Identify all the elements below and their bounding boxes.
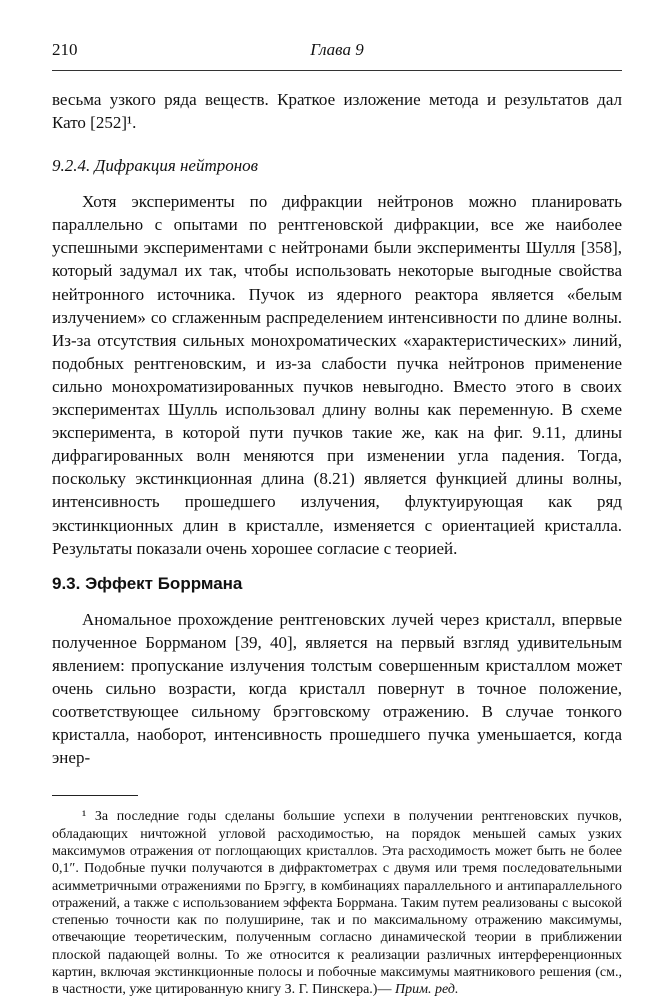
page-number: 210	[52, 40, 78, 59]
borrmann-effect-paragraph: Аномальное прохождение рентгеновских лучей через кристалл, впервые полученное Боррманом [39, 40], является на первый взгляд удивительным явлением: пропускание излучения толстым совершенным кристаллом может очень сильно возрасти, когда кристалл повернут в точное положение, соответствующее сильному брэгговскому отражению. В случае тонкого кристалла, наоборот, интенсивность прошедшего пучка уменьшается, когда энер-	[52, 609, 622, 768]
footnote-text: ¹ За последние годы сделаны большие успехи в получении рентгеновских пучков, обладающих ничтожной угловой расходимостью, на порядок меньшей самых узких максимумов отражения от поглощающих кристаллов. Эта расходимость может быть не более 0,1″. Подобные пучки получаются в дифрактометрах с двумя или тремя последовательными асимметричными отражениями по Брэггу, в комбинациях параллельного и антипараллельного отражений, а также с использованием эффекта Боррмана. Таким путем реализованы с высокой степенью точности как по полуширине, так и по максимальному отражению максимумы, отвечающие теоретическим, полученным согласно динамической теории в приближении плоской падающей волны. То же относится к реализации различных интерференционных картин, включая экстинкционные полосы и побочные максимумы маятникового решения (см., в частности, уже цитированную книгу З. Г. Пинскера.)—	[52, 809, 622, 998]
editor-note: Прим. ред.	[394, 982, 459, 998]
intro-paragraph: весьма узкого ряда веществ. Краткое изложение метода и результатов дал Като [252]¹.	[52, 90, 622, 133]
running-head: Глава 9	[310, 40, 364, 59]
page-header	[52, 40, 622, 74]
book-page	[52, 40, 622, 999]
subsection-title-neutron-diffraction: 9.2.4. Дифракция нейтронов	[52, 156, 259, 176]
neutron-diffraction-paragraph: Хотя эксперименты по дифракции нейтронов можно планировать параллельно с опытами по рентгеновской дифракции, все же наиболее успешными экспериментами с нейтронами были эксперименты Шулля [358], который задумал их так, чтобы использовать некоторые выгодные свойства нейтронного источника. Пучок из ядерного реактора является «белым излучением» со сглаженным распределением интенсивности по длине волны. Из-за отсутствия сильных монохроматических «характеристических» линий, подобных рентгеновским, и из-за слабости пучка нейтронов применение сильно монохроматизированных пучков невыгодно. Вместо этого в своих экспериментах Шулль использовал длину волны как переменную. В схеме эксперимента, в которой пути пучков такие же, как на фиг. 9.11, длины дифрагированных волн меняются при изменении угла падения. Тогда, поскольку экстинкционная длина (8.21) является функцией длины волны, интенсивность прошедшего излучения, флуктуирующая как ряд экстинкционных длин в кристалле, изменяется с ориентацией кристалла. Результаты показали очень хорошее согласие с теорией.	[52, 192, 622, 558]
header-divider	[52, 70, 622, 71]
section-title-borrmann-effect: 9.3. Эффект Боррмана	[52, 573, 243, 593]
footnote	[52, 808, 622, 998]
footnote-divider	[52, 795, 138, 796]
